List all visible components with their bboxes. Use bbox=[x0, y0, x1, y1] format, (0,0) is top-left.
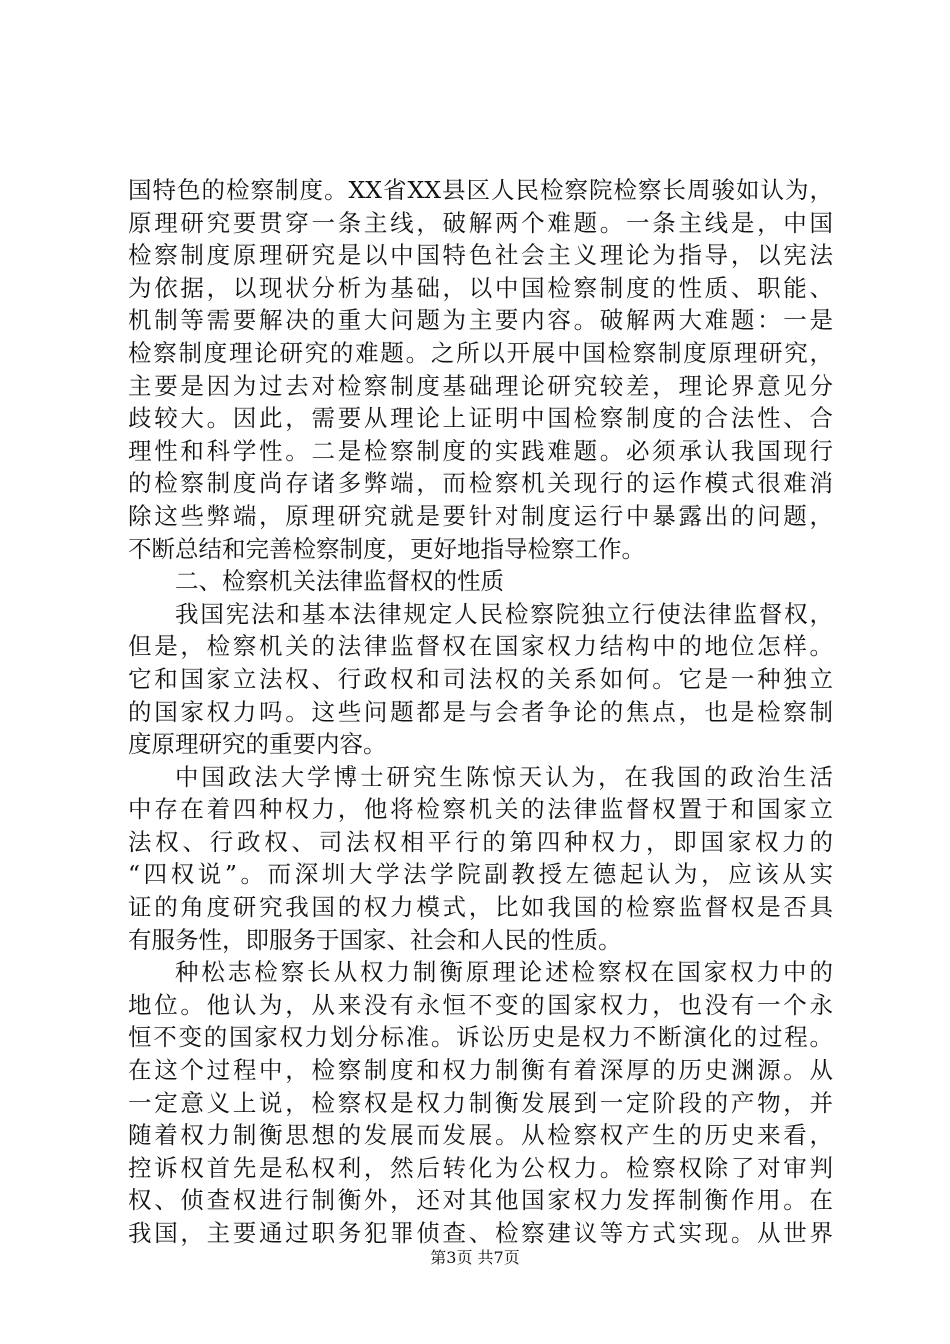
text-line: 的国家权力吗。这些问题都是与会者争论的焦点，也是检察制 bbox=[128, 697, 833, 726]
text-line: “四权说”。而深圳大学法学院副教授左德起认为，应该从实 bbox=[128, 860, 833, 889]
text-line: 检察制度原理研究是以中国特色社会主义理论为指导，以宪法 bbox=[128, 241, 833, 270]
text-line: 主要是因为过去对检察制度基础理论研究较差，理论界意见分 bbox=[128, 371, 833, 400]
section-heading: 二、检察机关法律监督权的性质 bbox=[175, 567, 504, 596]
text-line: 的检察制度尚存诸多弊端，而检察机关现行的运作模式很难消 bbox=[128, 469, 833, 498]
paragraph-first-line: 我国宪法和基本法律规定人民检察院独立行使法律监督权， bbox=[175, 599, 833, 628]
text-line: 国特色的检察制度。XX省XX县区人民检察院检察长周骏如认为， bbox=[128, 176, 833, 204]
text-line: 歧较大。因此，需要从理论上证明中国检察制度的合法性、合 bbox=[128, 404, 833, 433]
text-line: 除这些弊端，原理研究就是要针对制度运行中暴露出的问题， bbox=[128, 501, 833, 530]
text-line: 不断总结和完善检察制度，更好地指导检察工作。 bbox=[128, 534, 645, 563]
text-line: 中存在着四种权力，他将检察机关的法律监督权置于和国家立 bbox=[128, 795, 833, 824]
text-line: 但是，检察机关的法律监督权在国家权力结构中的地位怎样。 bbox=[128, 632, 833, 661]
text-line: 恒不变的国家权力划分标准。诉讼历史是权力不断演化的过程。 bbox=[128, 1023, 833, 1052]
text-line: 我国，主要通过职务犯罪侦查、检察建议等方式实现。从世界 bbox=[128, 1219, 833, 1247]
text-line: 权、侦查权进行制衡外，还对其他国家权力发挥制衡作用。在 bbox=[128, 1186, 833, 1215]
text-line: 度原理研究的重要内容。 bbox=[128, 730, 387, 759]
text-line: 有服务性，即服务于国家、社会和人民的性质。 bbox=[128, 925, 622, 954]
text-line: 随着权力制衡思想的发展而发展。从检察权产生的历史来看， bbox=[128, 1121, 833, 1150]
text-line: 法权、行政权、司法权相平行的第四种权力，即国家权力的 bbox=[128, 827, 833, 856]
page-number-footer: 第3页 共7页 bbox=[430, 1248, 520, 1267]
paragraph-first-line: 种松志检察长从权力制衡原理论述检察权在国家权力中的 bbox=[175, 958, 833, 987]
text-line: 它和国家立法权、行政权和司法权的关系如何。它是一种独立 bbox=[128, 664, 833, 693]
text-line: 检察制度理论研究的难题。之所以开展中国检察制度原理研究， bbox=[128, 338, 833, 367]
text-line: 理性和科学性。二是检察制度的实践难题。必须承认我国现行 bbox=[128, 436, 833, 465]
text-line: 证的角度研究我国的权力模式，比如我国的检察监督权是否具 bbox=[128, 893, 833, 922]
text-line: 为依据，以现状分析为基础，以中国检察制度的性质、职能、 bbox=[128, 273, 833, 302]
paragraph-first-line: 中国政法大学博士研究生陈惊天认为，在我国的政治生活 bbox=[175, 762, 833, 791]
text-line: 机制等需要解决的重大问题为主要内容。破解两大难题：一是 bbox=[128, 306, 833, 335]
body-text bbox=[128, 174, 833, 1250]
text-line: 地位。他认为，从来没有永恒不变的国家权力，也没有一个永 bbox=[128, 990, 833, 1019]
text-line: 在这个过程中，检察制度和权力制衡有着深厚的历史渊源。从 bbox=[128, 1056, 833, 1085]
text-line: 控诉权首先是私权利，然后转化为公权力。检察权除了对审判 bbox=[128, 1153, 833, 1182]
text-line: 原理研究要贯穿一条主线，破解两个难题。一条主线是，中国 bbox=[128, 208, 833, 237]
text-line: 一定意义上说，检察权是权力制衡发展到一定阶段的产物，并 bbox=[128, 1088, 833, 1117]
